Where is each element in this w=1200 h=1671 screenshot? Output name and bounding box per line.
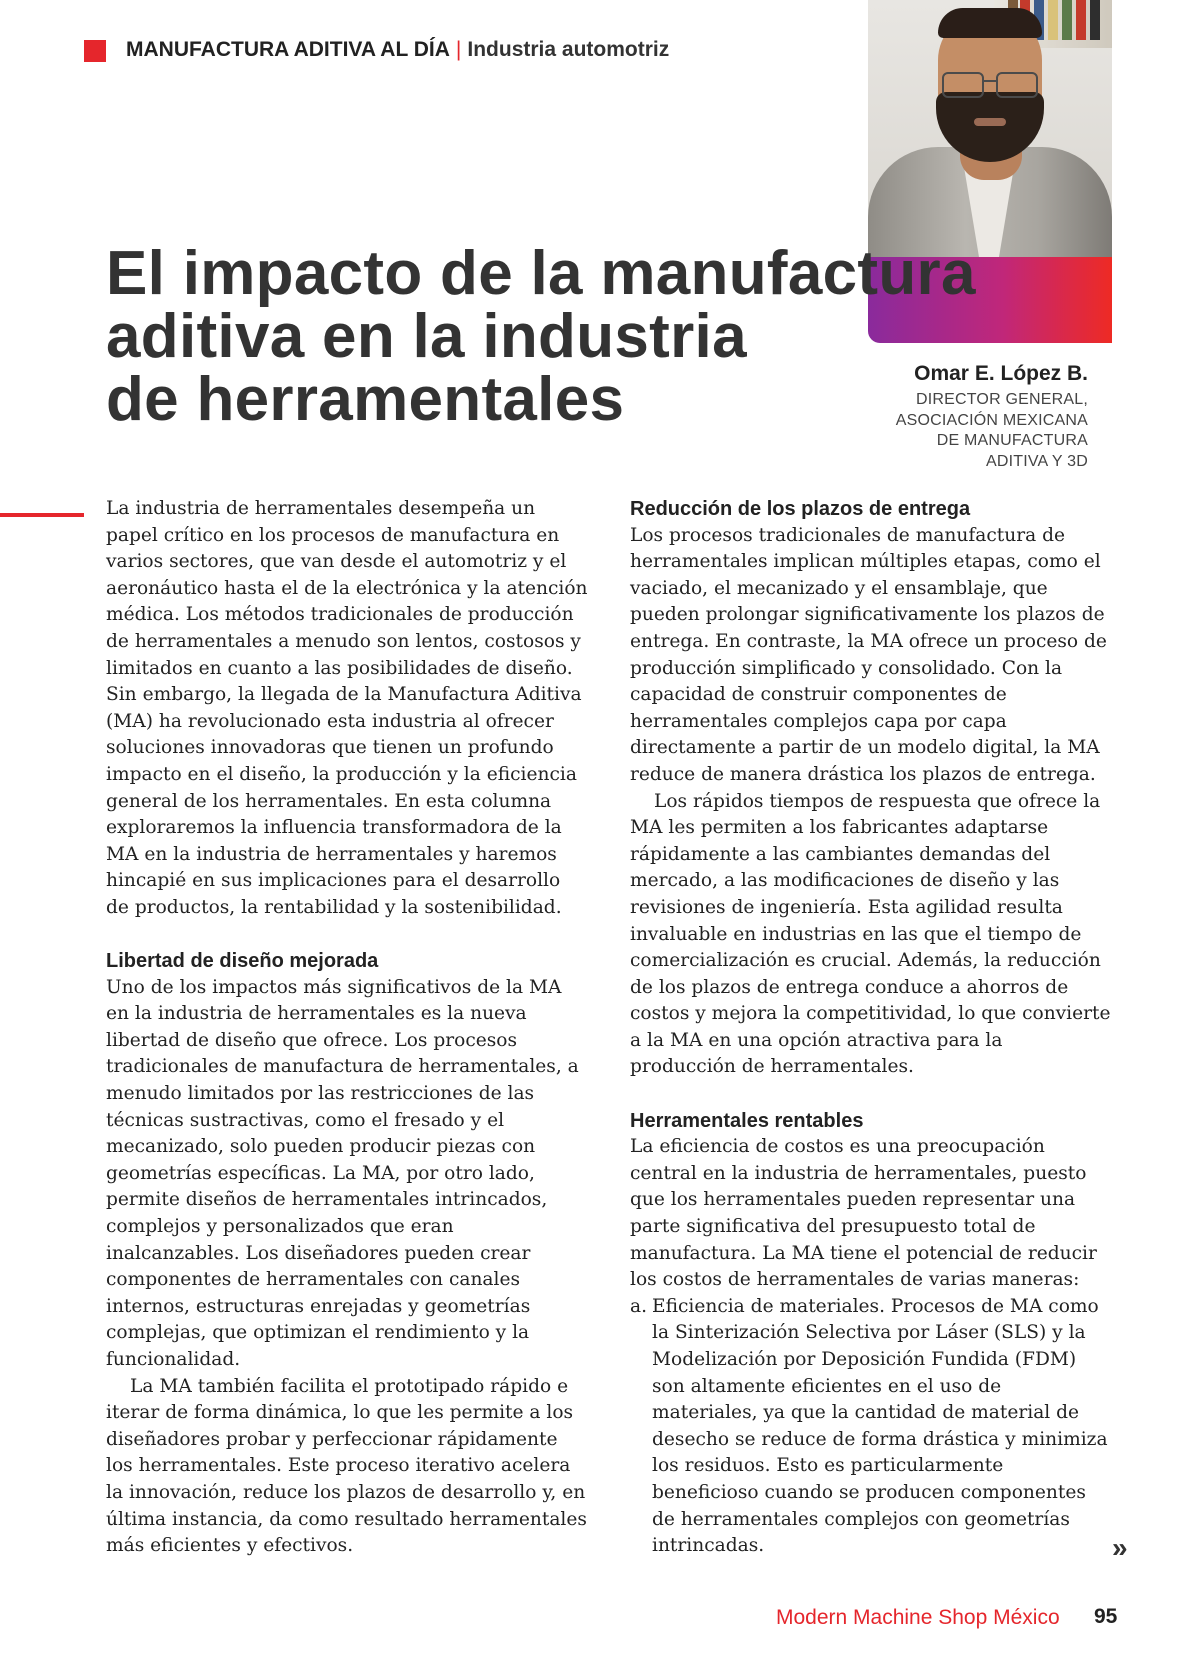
section-heading: Libertad de diseño mejorada	[106, 950, 379, 973]
header-separator: |	[455, 38, 462, 61]
accent-rule	[0, 513, 84, 517]
author-name: Omar E. López B.	[914, 362, 1088, 385]
list-item	[630, 1294, 1112, 1560]
title-line: aditiva en la industria	[106, 302, 747, 371]
article-title	[106, 239, 976, 434]
intro-paragraph: La industria de herramentales desempeña un papel crítico en los procesos de manufactura en varios sectores, que van desde el automotriz y el aeronáutico hasta el de la electrónica y la atención médica. Los métodos tradicionales de producción de herramentales a menudo son lentos, costosos y limitados en cuanto a las posibilidades de diseño. Sin embargo, la llegada de la Manufactura Aditiva (MA) ha revolucionado esta industria al ofrecer soluciones innovadoras que tienen un profundo impacto en el diseño, la producción y la eficiencia general de los herramentales. En esta columna exploraremos la influencia transformadora de la MA en la industria de herramentales y haremos hincapié en sus implicaciones para el desarrollo de productos, la rentabilidad y la sostenibilidad.	[106, 498, 588, 918]
author-role-line: ADITIVA Y 3D	[985, 452, 1088, 470]
body-paragraph: Uno de los impactos más significativos de la MA en la industria de herramentales es la nueva libertad de diseño que ofrece. Los procesos tradicionales de manufactura de herramentales, a menudo limitados por las restricciones de las técnicas sustractivas, como el fresado y el mecanizado, solo pueden producir piezas con geometrías específicas. La MA, por otro lado, permite diseños de herramentales intrincados, complejos y personalizados que eran inalcanzables. Los diseñadores pueden crear componentes de herramentales con canales internos, estructuras enrejadas y geometrías complejas, que optimizan el rendimiento y la funcionalidad.	[106, 976, 579, 1370]
footer-publication: Modern Machine Shop México	[776, 1606, 1060, 1629]
section-name: MANUFACTURA ADITIVA AL DÍA	[126, 38, 450, 61]
body-paragraph: Los procesos tradicionales de manufactura de herramentales implican múltiples etapas, como el vaciado, el mecanizado y el ensamblaje, que pueden prolongar significativamente los plazos de entrega. En contraste, la MA ofrece un proceso de producción simplificado y consolidado. Con la capacidad de construir componentes de herramentales complejos capa por capa directamente a partir de un modelo digital, la MA reduce de manera drástica los plazos de entrega.	[630, 524, 1107, 785]
author-role-line: ASOCIACIÓN MEXICANA	[895, 411, 1088, 429]
section-heading: Herramentales rentables	[630, 1109, 864, 1132]
section-topic: Industria automotriz	[467, 38, 670, 61]
footer-page-number: 95	[1094, 1605, 1118, 1628]
photo-mouth	[974, 118, 1006, 126]
section-heading: Reducción de los plazos de entrega	[630, 498, 971, 520]
section-header	[126, 38, 669, 62]
body-paragraph: La eficiencia de costos es una preocupación central en la industria de herramentales, puesto que los herramentales pueden representar una parte significativa del presupuesto total de manufactura. La MA tiene el potencial de reducir los costos de herramentales de varias maneras:	[630, 1136, 1097, 1291]
title-line: de herramentales	[106, 365, 625, 434]
author-role-line: DE MANUFACTURA	[936, 432, 1088, 449]
title-line: El impacto de la manufactura	[106, 239, 976, 308]
left-column	[106, 496, 588, 1560]
list-item-text: Eficiencia de materiales. Procesos de MA como la Sinterización Selectiva por Láser (SLS) y la Modelización por Deposición Fundida (FDM) son altamente eficientes en el uso de materiales, ya que la cantidad de material de desecho se reduce de forma drástica y minimiza los residuos. Esto es particularmente beneficioso cuando se producen componentes de herramentales complejos con geometrías intrincadas.	[652, 1295, 1108, 1557]
body-paragraph: Los rápidos tiempos de respuesta que ofrece la MA les permiten a los fabricantes adaptarse rápidamente a las cambiantes demandas del mercado, a las modificaciones de diseño y las revisiones de ingeniería. Esta agilidad resulta invaluable en industrias en las que el tiempo de comercialización es crucial. Además, la reducción de los plazos de entrega conduce a ahorros de costos y mejora la competitividad, lo que convierte a la MA en una opción atractiva para la producción de herramentales.	[630, 790, 1111, 1078]
photo-glasses	[942, 72, 1038, 96]
photo-hair	[938, 8, 1042, 38]
right-column	[630, 496, 1112, 1560]
body-paragraph: La MA también facilita el prototipado rápido e iterar de forma dinámica, lo que les permite a los diseñadores probar y perfeccionar rápidamente los herramentales. Este proceso iterativo acelera la innovación, reduce los plazos de desarrollo y, en última instancia, da como resultado herramentales más eficientes y efectivos.	[106, 1375, 587, 1557]
list-marker: a.	[630, 1295, 647, 1317]
author-role-line: DIRECTOR GENERAL,	[915, 391, 1088, 408]
continue-arrow-icon: »	[1112, 1532, 1128, 1563]
section-marker-square	[84, 40, 106, 62]
author-photo	[868, 0, 1112, 257]
